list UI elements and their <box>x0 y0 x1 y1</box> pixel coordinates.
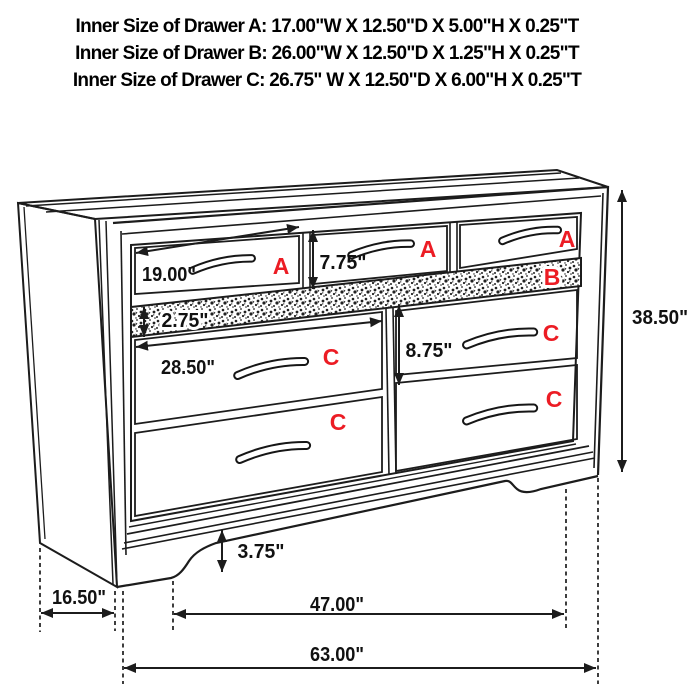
cabinet-base-and-feet <box>117 476 598 587</box>
label-drawer-a2: A <box>419 236 437 262</box>
drawer-handle-icon <box>502 229 558 241</box>
dimension-foot-height <box>222 530 285 572</box>
dimension-label: 2.75" <box>161 310 209 332</box>
dimension-overall-height <box>622 190 688 472</box>
dimension-feet-span <box>174 594 564 616</box>
drawer-handle-icon <box>237 360 305 375</box>
drawer-handle-icon <box>239 444 307 459</box>
dimension-label: 16.50" <box>52 587 106 609</box>
label-drawer-c3: C <box>329 409 347 435</box>
dimension-label: 19.00" <box>142 264 196 286</box>
dimension-label: 3.75" <box>237 541 285 563</box>
label-drawer-a3: A <box>558 226 576 252</box>
drawer-handle-icon <box>466 331 534 345</box>
inner-size-line-c: Inner Size of Drawer C: 26.75" W X 12.50"D X 6.00"H X 0.25"T <box>72 70 582 91</box>
dimension-label: 28.50" <box>161 357 215 379</box>
cabinet-side-panel <box>18 203 117 587</box>
label-drawer-c1: C <box>322 344 340 370</box>
dimension-overall-width <box>124 644 596 668</box>
label-drawer-c4: C <box>545 386 563 412</box>
drawer-c-center-divider <box>386 308 396 475</box>
label-drawer-c2: C <box>542 320 560 346</box>
dimension-label: 8.75" <box>405 340 453 362</box>
inner-size-line-a: Inner Size of Drawer A: 17.00"W X 12.50"D X 5.00"H X 0.25"T <box>75 16 579 37</box>
dimension-side-depth <box>41 587 114 613</box>
dimension-label: 38.50" <box>632 307 688 329</box>
dimension-label: 7.75" <box>319 252 367 274</box>
dimension-label: 63.00" <box>310 644 364 666</box>
inner-size-line-b: Inner Size of Drawer B: 26.00"W X 12.50"D X 1.25"H X 0.25"T <box>75 43 579 64</box>
dimension-label: 47.00" <box>310 594 364 616</box>
label-drawer-a1: A <box>272 253 290 279</box>
drawer-handle-icon <box>192 258 252 271</box>
inner-size-header <box>0 13 654 94</box>
drawer-handle-icon <box>466 407 534 421</box>
label-drawer-b: B <box>543 264 561 290</box>
